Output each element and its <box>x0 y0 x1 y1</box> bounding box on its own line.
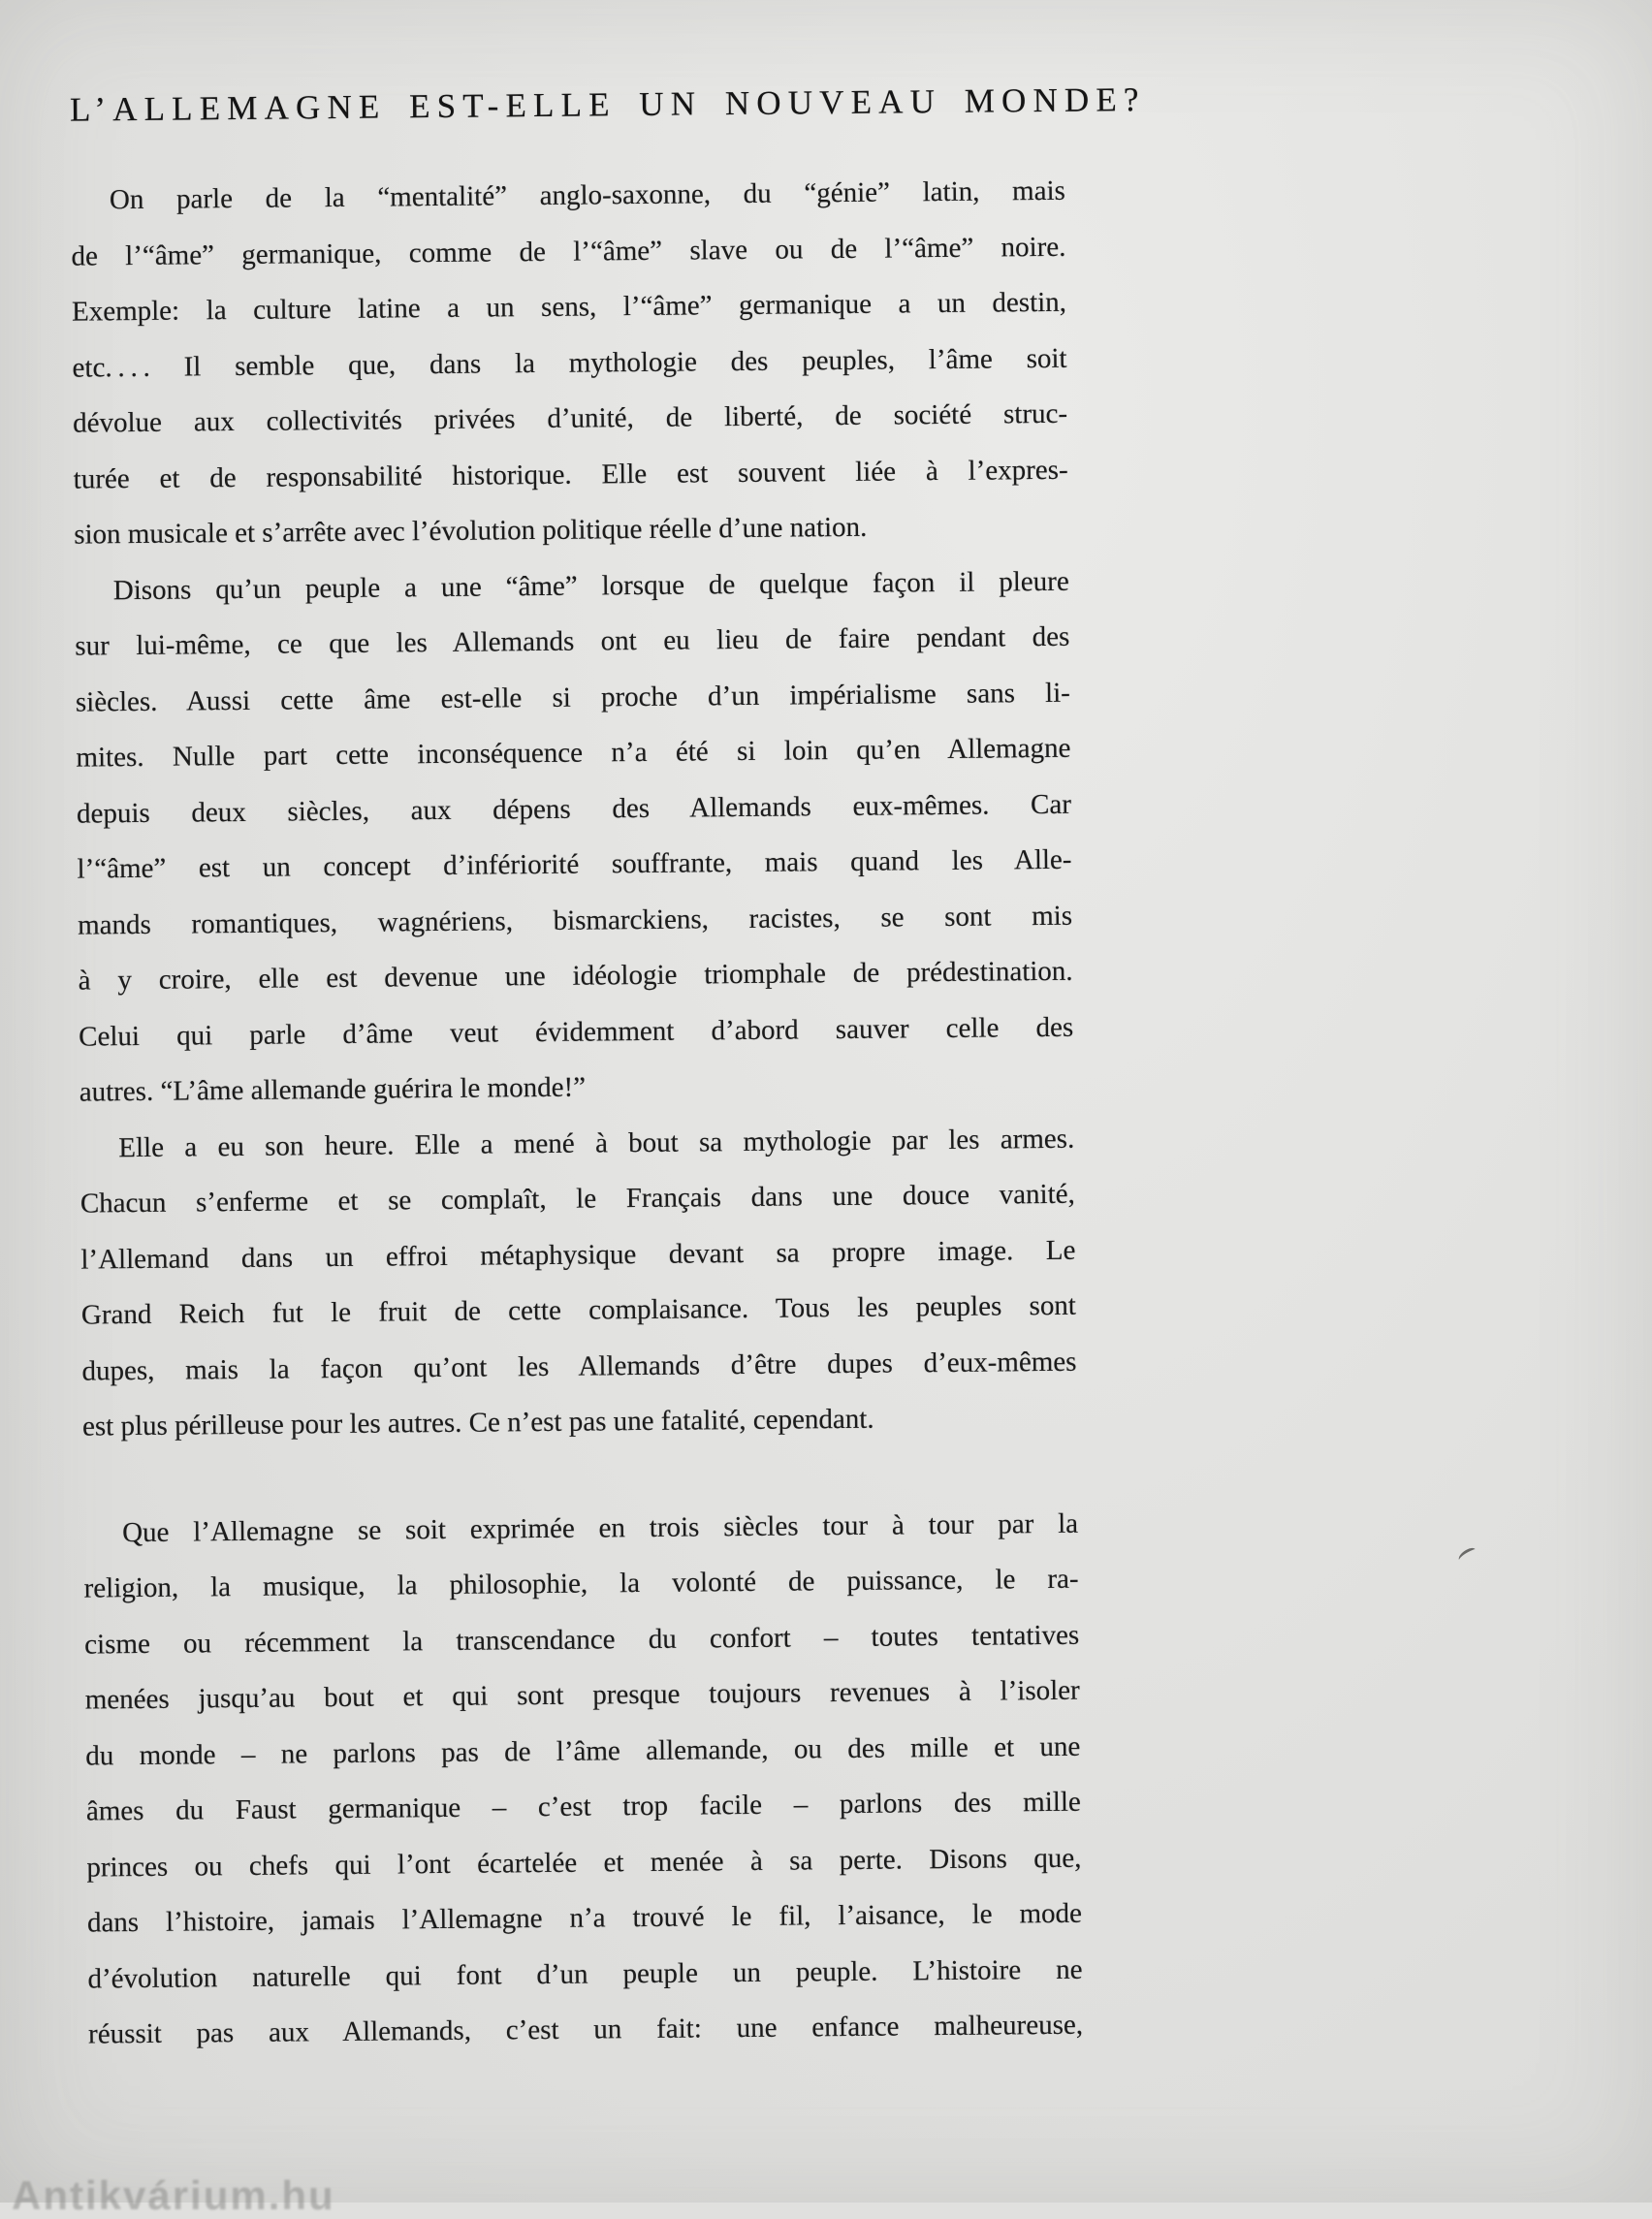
body-text <box>71 164 1084 2063</box>
text-line: dans l’histoire, jamais l’Allemagne n’a trouvé le fil, l’aisance, le mode <box>86 1897 1083 1939</box>
text-line: Chacun s’enferme et se complaît, le Français dans une douce vanité, <box>79 1178 1075 1220</box>
paragraph <box>71 164 1069 563</box>
text-line: menées jusqu’au bout et qui sont presque toujours revenues à l’isoler <box>84 1674 1080 1716</box>
text-line: depuis deux siècles, aux dépens des Allemands eux-mêmes. Car <box>76 788 1072 830</box>
text-line: Elle a eu son heure. Elle a mené à bout sa mythologie par les armes. <box>118 1123 1075 1163</box>
text-line: religion, la musique, la philosophie, la volonté de puissance, le ra- <box>83 1563 1079 1604</box>
text-line: Disons qu’un peuple a une “âme” lorsque de quelque façon il pleure <box>112 565 1069 606</box>
text-line: Que l’Allemagne se soit exprimée en trois siècles tour à tour par la <box>121 1507 1079 1548</box>
text-line: du monde – ne parlons pas de l’âme allemande, ou des mille et une <box>85 1730 1081 1772</box>
text-line: cisme ou récemment la transcendance du confort – toutes tentatives <box>84 1619 1080 1661</box>
text-line: autres. “L’âme allemande guérira le monde!” <box>79 1071 587 1108</box>
text-line: etc. . . . Il semble que, dans la mythologie des peuples, l’âme soit <box>72 342 1067 384</box>
text-line: l’“âme” est un concept d’infériorité souffrante, mais quand les Alle- <box>77 843 1072 885</box>
text-line: l’Allemand dans un effroi métaphysique devant sa propre image. Le <box>80 1234 1076 1276</box>
text-line: est plus périlleuse pour les autres. Ce n’est pas une fatalité, cependant. <box>81 1403 874 1442</box>
paragraph <box>79 1111 1077 1455</box>
text-line: siècles. Aussi cette âme est-elle si proche d’un impérialisme sans li- <box>75 677 1070 718</box>
text-line: sur lui-même, ce que les Allemands ont eu lieu de faire pendant des <box>75 620 1070 662</box>
text-line: Celui qui parle d’âme veut évidemment d’abord sauver celle des <box>79 1011 1074 1053</box>
text-line: sion musicale et s’arrête avec l’évolution politique réelle d’une nation. <box>74 511 868 551</box>
text-line: à y croire, elle est devenue une idéologie triomphale de prédestination. <box>78 955 1073 997</box>
text-line: mites. Nulle part cette inconséquence n’a été si loin qu’en Allemagne <box>76 732 1071 774</box>
text-line: réussit pas aux Allemands, c’est un fait: une enfance malheureuse, <box>87 2009 1084 2050</box>
text-line: dévolue aux collectivités privées d’unité, de liberté, de société struc- <box>72 397 1068 439</box>
scan-speck-artifact <box>1456 1546 1477 1564</box>
paragraph <box>75 554 1074 1121</box>
text-line: dupes, mais la façon qu’ont les Allemands d’être dupes d’eux-mêmes <box>81 1346 1077 1387</box>
page-title: L’ALLEMAGNE EST-ELLE UN NOUVEAU MONDE? <box>69 79 1146 129</box>
text-line: princes ou chefs qui l’ont écartelée et menée à sa perte. Disons que, <box>86 1842 1082 1884</box>
text-line: turée et de responsabilité historique. Elle est souvent liée à l’expres- <box>73 454 1068 495</box>
text-line: Grand Reich fut le fruit de cette complaisance. Tous les peuples sont <box>80 1289 1077 1331</box>
watermark: Antikvárium.hu <box>12 2172 335 2218</box>
text-line: de l’“âme” germanique, comme de l’“âme” slave ou de l’“âme” noire. <box>71 231 1066 272</box>
text-line: d’évolution naturelle qui font d’un peuple un peuple. L’histoire ne <box>87 1953 1083 1995</box>
paragraph <box>83 1496 1083 2063</box>
text-line: On parle de la “mentalité” anglo-saxonne, du “génie” latin, mais <box>109 174 1066 216</box>
text-line: mands romantiques, wagnériens, bismarckiens, racistes, se sont mis <box>77 900 1073 941</box>
text-line: âmes du Faust germanique – c’est trop facile – parlons des mille <box>85 1786 1081 1827</box>
text-line: Exemple: la culture latine a un sens, l’“âme” germanique a un destin, <box>71 286 1067 328</box>
